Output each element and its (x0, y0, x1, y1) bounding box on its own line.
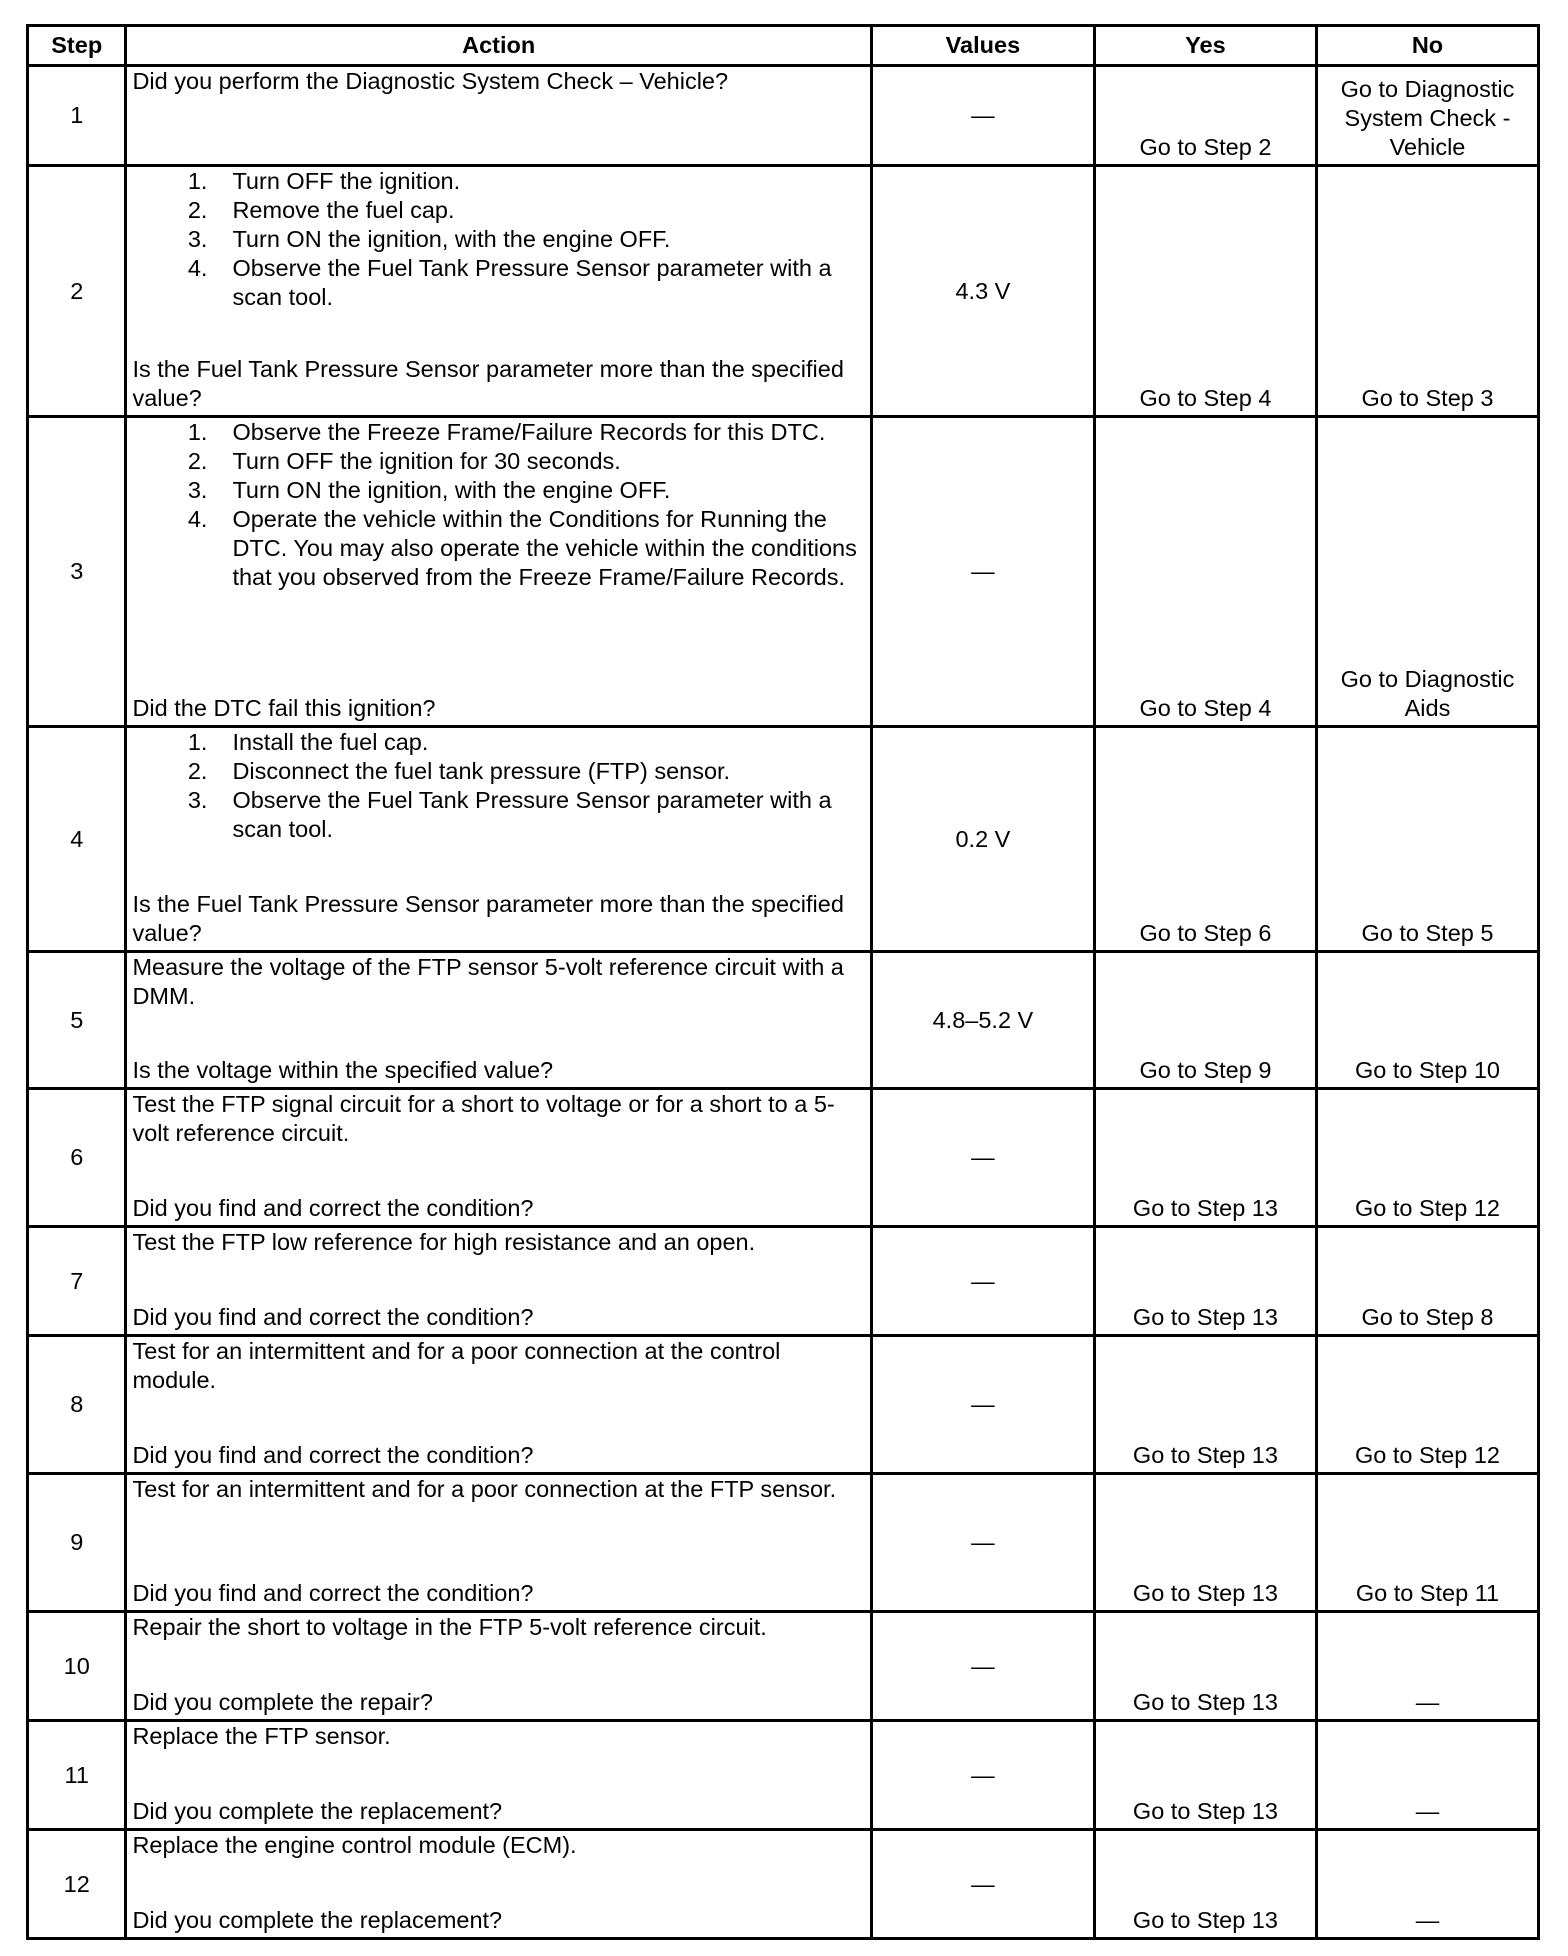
yes-cell: Go to Step 13 (1094, 1227, 1316, 1336)
action-cell (126, 1721, 871, 1830)
value-cell: — (871, 1336, 1094, 1474)
action-text: Test the FTP signal circuit for a short to voltage or for a short to a 5-volt reference circuit. (132, 1091, 835, 1146)
value-cell: — (871, 66, 1094, 166)
yes-cell: Go to Step 13 (1094, 1474, 1316, 1612)
step-number: 10 (28, 1612, 126, 1721)
action-question: Did you find and correct the condition? (132, 1195, 534, 1221)
action-cell (126, 727, 871, 952)
table-row (28, 1474, 1539, 1612)
no-cell: Go to Diagnostic Aids (1316, 417, 1538, 727)
yes-cell: Go to Step 13 (1094, 1721, 1316, 1830)
no-cell: — (1316, 1612, 1538, 1721)
yes-cell: Go to Step 4 (1094, 166, 1316, 417)
action-cell (126, 417, 871, 727)
value-cell: 0.2 V (871, 727, 1094, 952)
step-number: 5 (28, 952, 126, 1089)
substep-text: Turn ON the ignition, with the engine OFF. (232, 477, 671, 503)
header-no: No (1316, 26, 1538, 66)
substep-number: 2. (187, 448, 208, 474)
header-yes: Yes (1094, 26, 1316, 66)
yes-cell: Go to Step 2 (1094, 66, 1316, 166)
yes-cell: Go to Step 13 (1094, 1612, 1316, 1721)
action-question: Did you complete the replacement? (132, 1907, 503, 1933)
action-cell (126, 1089, 871, 1227)
list-item (132, 786, 861, 844)
step-number: 11 (28, 1721, 126, 1830)
list-item (132, 757, 861, 786)
substep-text: Observe the Fuel Tank Pressure Sensor parameter with a scan tool. (232, 255, 832, 310)
action-substeps (132, 728, 861, 844)
action-cell (126, 166, 871, 417)
header-row (28, 26, 1539, 66)
action-question: Did you find and correct the condition? (132, 1580, 534, 1606)
no-cell: Go to Step 10 (1316, 952, 1538, 1089)
yes-cell: Go to Step 9 (1094, 952, 1316, 1089)
action-cell (126, 1612, 871, 1721)
substep-text: Turn OFF the ignition. (232, 168, 461, 194)
step-number: 3 (28, 417, 126, 727)
header-action: Action (126, 26, 871, 66)
substep-text: Operate the vehicle within the Conditions for Running the DTC. You may also operate the vehicle within the conditions that you observed from the Freeze Frame/Failure Records. (232, 506, 857, 590)
action-cell (126, 66, 871, 166)
no-cell: Go to Step 5 (1316, 727, 1538, 952)
table-row (28, 66, 1539, 166)
substep-number: 4. (187, 255, 208, 281)
table-row (28, 1336, 1539, 1474)
list-item (132, 254, 861, 312)
list-item (132, 225, 861, 254)
action-text: Replace the FTP sensor. (132, 1723, 391, 1749)
step-number: 9 (28, 1474, 126, 1612)
yes-cell: Go to Step 6 (1094, 727, 1316, 952)
no-cell: — (1316, 1830, 1538, 1939)
no-cell: Go to Step 12 (1316, 1336, 1538, 1474)
action-cell (126, 1474, 871, 1612)
action-cell (126, 1227, 871, 1336)
table-row (28, 952, 1539, 1089)
substep-text: Turn ON the ignition, with the engine OFF. (232, 226, 671, 252)
substep-number: 1. (187, 419, 208, 445)
action-text: Test for an intermittent and for a poor connection at the control module. (132, 1338, 781, 1393)
list-item (132, 418, 861, 447)
table-body (28, 66, 1539, 1939)
substep-number: 3. (187, 787, 208, 813)
diagnostic-table (26, 24, 1540, 1940)
no-cell: Go to Step 12 (1316, 1089, 1538, 1227)
no-cell: Go to Step 11 (1316, 1474, 1538, 1612)
table-row (28, 727, 1539, 952)
step-number: 6 (28, 1089, 126, 1227)
yes-cell: Go to Step 13 (1094, 1830, 1316, 1939)
no-cell: Go to Diagnostic System Check - Vehicle (1316, 66, 1538, 166)
value-cell: — (871, 1474, 1094, 1612)
action-cell (126, 1830, 871, 1939)
action-text: Test the FTP low reference for high resistance and an open. (132, 1229, 756, 1255)
table-row (28, 1830, 1539, 1939)
action-question: Did you complete the repair? (132, 1689, 433, 1715)
step-number: 4 (28, 727, 126, 952)
substep-number: 4. (187, 506, 208, 532)
step-number: 1 (28, 66, 126, 166)
yes-cell: Go to Step 4 (1094, 417, 1316, 727)
substep-text: Observe the Fuel Tank Pressure Sensor parameter with a scan tool. (232, 787, 832, 842)
table-row (28, 1089, 1539, 1227)
no-cell: Go to Step 8 (1316, 1227, 1538, 1336)
table-row (28, 417, 1539, 727)
list-item (132, 167, 861, 196)
yes-cell: Go to Step 13 (1094, 1089, 1316, 1227)
action-question: Did the DTC fail this ignition? (132, 695, 436, 721)
action-text: Measure the voltage of the FTP sensor 5-volt reference circuit with a DMM. (132, 954, 844, 1009)
step-number: 2 (28, 166, 126, 417)
substep-number: 2. (187, 758, 208, 784)
value-cell: 4.8–5.2 V (871, 952, 1094, 1089)
substep-text: Install the fuel cap. (232, 729, 429, 755)
value-cell: — (871, 1612, 1094, 1721)
list-item (132, 196, 861, 225)
value-cell: — (871, 417, 1094, 727)
value-cell: — (871, 1227, 1094, 1336)
list-item (132, 447, 861, 476)
substep-text: Disconnect the fuel tank pressure (FTP) sensor. (232, 758, 731, 784)
step-number: 8 (28, 1336, 126, 1474)
header-step: Step (28, 26, 126, 66)
value-cell: — (871, 1089, 1094, 1227)
substep-number: 1. (187, 729, 208, 755)
header-values: Values (871, 26, 1094, 66)
action-question: Is the Fuel Tank Pressure Sensor parameter more than the specified value? (132, 891, 844, 946)
list-item (132, 728, 861, 757)
table-row (28, 1612, 1539, 1721)
action-text: Test for an intermittent and for a poor connection at the FTP sensor. (132, 1476, 837, 1502)
action-substeps (132, 418, 861, 592)
substep-text: Observe the Freeze Frame/Failure Records for this DTC. (232, 419, 826, 445)
action-substeps (132, 167, 861, 312)
action-question: Did you find and correct the condition? (132, 1442, 534, 1468)
action-cell (126, 1336, 871, 1474)
list-item (132, 505, 861, 592)
no-cell: Go to Step 3 (1316, 166, 1538, 417)
table-row (28, 166, 1539, 417)
value-cell: — (871, 1830, 1094, 1939)
action-question: Did you complete the replacement? (132, 1798, 503, 1824)
value-cell: 4.3 V (871, 166, 1094, 417)
action-cell (126, 952, 871, 1089)
action-text: Replace the engine control module (ECM). (132, 1832, 577, 1858)
substep-number: 3. (187, 477, 208, 503)
list-item (132, 476, 861, 505)
substep-number: 2. (187, 197, 208, 223)
action-question: Did you find and correct the condition? (132, 1304, 534, 1330)
value-cell: — (871, 1721, 1094, 1830)
yes-cell: Go to Step 13 (1094, 1336, 1316, 1474)
substep-number: 3. (187, 226, 208, 252)
step-number: 7 (28, 1227, 126, 1336)
substep-text: Turn OFF the ignition for 30 seconds. (232, 448, 621, 474)
no-cell: — (1316, 1721, 1538, 1830)
step-number: 12 (28, 1830, 126, 1939)
table-row (28, 1721, 1539, 1830)
substep-number: 1. (187, 168, 208, 194)
table-row (28, 1227, 1539, 1336)
substep-text: Remove the fuel cap. (232, 197, 455, 223)
action-text: Repair the short to voltage in the FTP 5-volt reference circuit. (132, 1614, 767, 1640)
action-question: Is the Fuel Tank Pressure Sensor parameter more than the specified value? (132, 356, 844, 411)
action-question: Is the voltage within the specified value? (132, 1057, 554, 1083)
action-text: Did you perform the Diagnostic System Check – Vehicle? (132, 68, 729, 94)
